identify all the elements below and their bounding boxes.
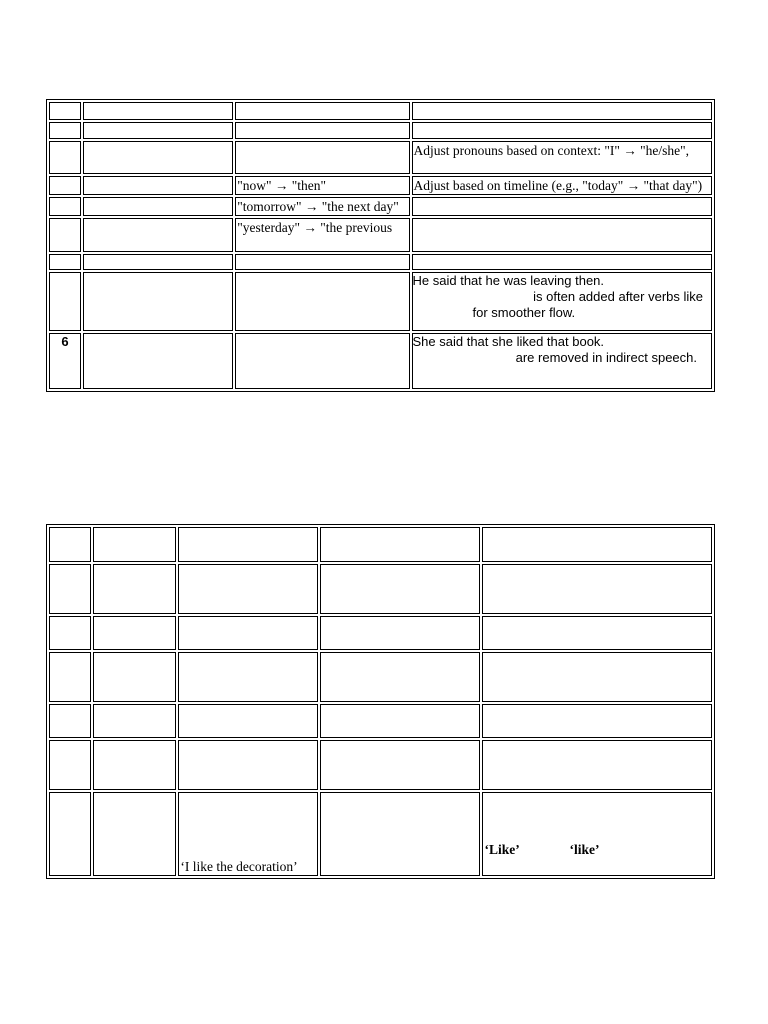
example-book-line1: She said that she liked that book.	[412, 334, 605, 349]
table-cell	[178, 527, 317, 562]
table-row	[49, 272, 712, 331]
table-cell	[49, 792, 91, 876]
table-cell	[235, 333, 409, 389]
table-row	[49, 197, 712, 216]
table-cell	[49, 272, 81, 331]
reported-speech-rules-table	[46, 99, 715, 392]
table-cell	[93, 564, 176, 614]
table-cell	[178, 564, 317, 614]
table-cell	[412, 254, 712, 270]
table-cell	[178, 616, 317, 650]
table-cell	[412, 272, 712, 331]
table-cell	[83, 141, 233, 174]
table-cell	[49, 218, 81, 252]
example-leaving-line3: for smoother flow.	[472, 305, 576, 320]
table-cell	[412, 333, 712, 389]
table-cell	[49, 740, 91, 790]
table-row	[49, 740, 712, 790]
table-cell	[235, 218, 409, 252]
table-cell	[93, 740, 176, 790]
table-row	[49, 218, 712, 252]
table-cell	[49, 527, 91, 562]
table-cell	[83, 102, 233, 120]
table-row	[49, 176, 712, 195]
tomorrow-text: "tomorrow" → "the next day"	[237, 199, 399, 214]
table-cell	[49, 122, 81, 139]
table-row	[49, 792, 712, 876]
table-row	[49, 122, 712, 139]
table-cell	[49, 652, 91, 702]
table-row	[49, 254, 712, 270]
example-book-line2: are removed in indirect speech.	[515, 350, 697, 365]
table-cell	[412, 218, 712, 252]
table-cell	[49, 141, 81, 174]
table-row	[49, 704, 712, 738]
table-row	[49, 141, 712, 174]
table-cell	[235, 197, 409, 216]
table-cell	[93, 792, 176, 876]
like-lower-text: ‘like’	[569, 842, 600, 857]
pronoun-rule-text: Adjust pronouns based on context: "I" → "he/she",	[413, 143, 690, 158]
table-cell	[320, 704, 480, 738]
table-cell	[412, 122, 712, 139]
table-cell	[178, 740, 317, 790]
table-row	[49, 333, 712, 389]
table-cell	[412, 176, 712, 195]
table-cell	[412, 102, 712, 120]
table-cell	[482, 792, 712, 876]
table-cell	[83, 333, 233, 389]
table-cell	[412, 197, 712, 216]
table-cell	[49, 102, 81, 120]
table-cell	[235, 176, 409, 195]
row-number-6: 6	[49, 333, 81, 389]
table-cell	[49, 564, 91, 614]
table-cell	[83, 272, 233, 331]
table-cell	[93, 616, 176, 650]
table-cell	[49, 197, 81, 216]
table-row	[49, 102, 712, 120]
table-cell	[482, 527, 712, 562]
table-cell	[178, 792, 317, 876]
example-leaving-line1: He said that he was leaving then.	[412, 273, 605, 288]
table-row	[49, 564, 712, 614]
table-row	[49, 527, 712, 562]
table-cell	[49, 254, 81, 270]
table-cell	[235, 122, 409, 139]
table-row	[49, 616, 712, 650]
table-cell	[49, 616, 91, 650]
table-cell	[482, 740, 712, 790]
table-cell	[320, 616, 480, 650]
table-cell	[320, 652, 480, 702]
table-cell	[320, 564, 480, 614]
table-cell	[482, 616, 712, 650]
table-row	[49, 652, 712, 702]
table-cell	[93, 527, 176, 562]
example-leaving-line2: is often added after verbs like	[533, 289, 703, 304]
like-examples	[483, 793, 711, 875]
table-cell	[83, 218, 233, 252]
table-cell	[482, 652, 712, 702]
table-cell	[235, 102, 409, 120]
table-cell	[235, 254, 409, 270]
table-cell	[482, 564, 712, 614]
table-cell	[320, 792, 480, 876]
table-cell	[178, 652, 317, 702]
yesterday-text: "yesterday" → "the previous	[237, 220, 393, 235]
table-cell	[412, 141, 712, 174]
decoration-quote-text: ‘I like the decoration’	[180, 859, 298, 874]
table-cell	[235, 141, 409, 174]
table-cell	[235, 272, 409, 331]
timeline-rule-text: Adjust based on timeline (e.g., "today" → "that day")	[413, 178, 703, 193]
table-cell	[178, 704, 317, 738]
like-capital-text: ‘Like’	[484, 842, 520, 857]
table-cell	[83, 122, 233, 139]
table-cell	[320, 527, 480, 562]
examples-table	[46, 524, 715, 879]
table-cell	[93, 652, 176, 702]
table-cell	[83, 197, 233, 216]
now-then-text: "now" → "then"	[237, 178, 327, 193]
table-cell	[83, 254, 233, 270]
table-cell	[320, 740, 480, 790]
table-cell	[49, 704, 91, 738]
table-cell	[83, 176, 233, 195]
table-cell	[49, 176, 81, 195]
table-cell	[482, 704, 712, 738]
table-cell	[93, 704, 176, 738]
